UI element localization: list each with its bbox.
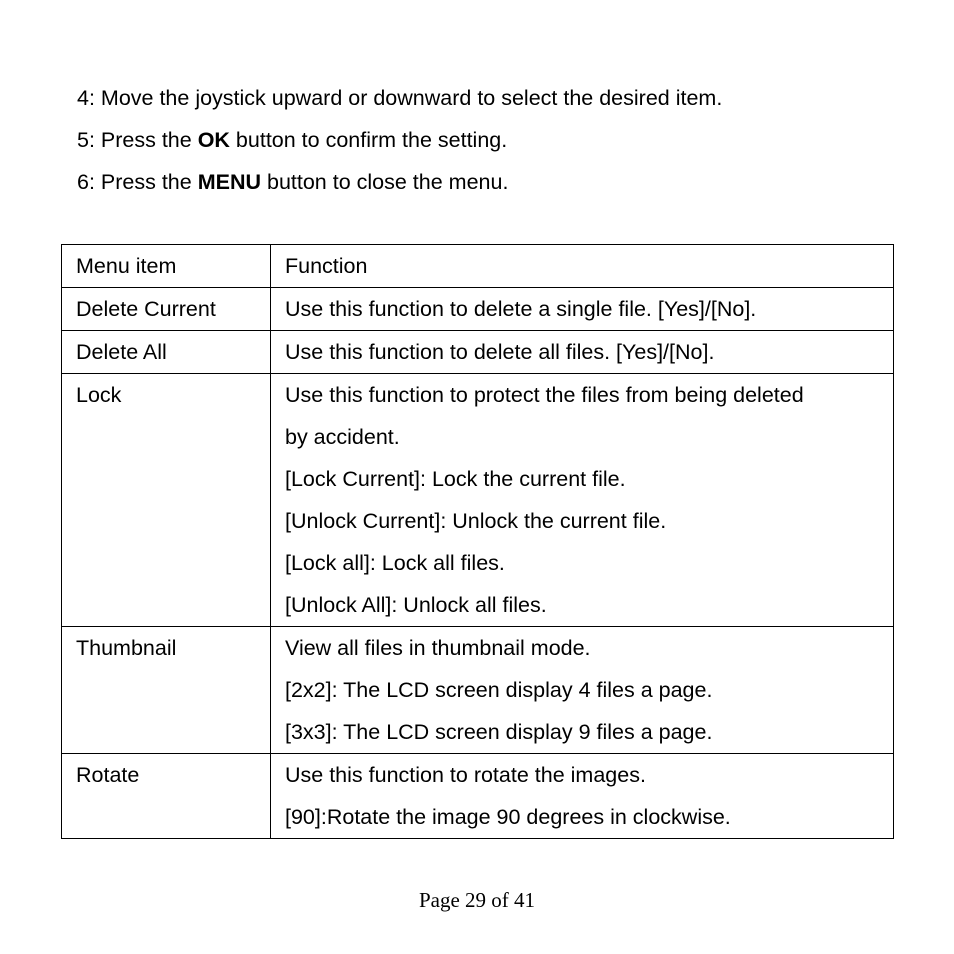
menu-item-cell [62, 374, 271, 627]
menu-function-table [61, 244, 894, 839]
step-6-text-after: button to close the menu. [261, 170, 509, 194]
function-cell [271, 627, 894, 754]
step-5-text-after: button to confirm the setting. [229, 128, 508, 152]
instruction-steps [77, 84, 722, 210]
step-5 [77, 126, 722, 168]
function-description-line: Use this function to delete all files. [Yes]/[No]. [285, 340, 715, 364]
function-description-line: [Lock all]: Lock all files. [285, 551, 505, 575]
function-description-line: Use this function to delete a single file. [Yes]/[No]. [285, 297, 757, 321]
step-6-text-before: 6: Press the [77, 170, 198, 194]
table-row [62, 288, 894, 331]
header-menu-item-label: Menu item [76, 254, 177, 278]
table-row [62, 627, 894, 754]
menu-item-cell [62, 627, 271, 754]
function-cell [271, 288, 894, 331]
step-5-text-before: 5: Press the [77, 128, 198, 152]
step-6 [77, 168, 722, 210]
function-description-line: [3x3]: The LCD screen display 9 files a page. [285, 720, 713, 744]
table-row [62, 374, 894, 627]
function-description-line: Use this function to rotate the images. [285, 763, 646, 787]
header-menu-item [62, 245, 271, 288]
function-description-line: Use this function to protect the files from being deleted [285, 383, 804, 407]
function-description-line: [Unlock Current]: Unlock the current file. [285, 509, 667, 533]
function-description-line: View all files in thumbnail mode. [285, 636, 591, 660]
function-description-line: [90]:Rotate the image 90 degrees in clockwise. [285, 805, 731, 829]
function-cell [271, 331, 894, 374]
function-description-line: [Unlock All]: Unlock all files. [285, 593, 547, 617]
menu-item-name: Lock [76, 383, 122, 407]
step-4-text: 4: Move the joystick upward or downward to select the desired item. [77, 86, 723, 110]
menu-item-name: Thumbnail [76, 636, 177, 660]
menu-item-name: Delete All [76, 340, 167, 364]
menu-item-cell [62, 754, 271, 839]
function-cell [271, 374, 894, 627]
menu-item-name: Rotate [76, 763, 140, 787]
table-header-row [62, 245, 894, 288]
function-description-line: [2x2]: The LCD screen display 4 files a page. [285, 678, 713, 702]
header-function-label: Function [285, 254, 368, 278]
page-number: Page 29 of 41 [418, 888, 536, 912]
function-description-line: by accident. [285, 425, 400, 449]
step-4 [77, 84, 722, 126]
menu-button-name: MENU [197, 170, 262, 194]
menu-item-cell [62, 288, 271, 331]
table-row [62, 754, 894, 839]
ok-button-name: OK [197, 128, 230, 152]
function-cell [271, 754, 894, 839]
menu-item-name: Delete Current [76, 297, 216, 321]
menu-item-cell [62, 331, 271, 374]
table-row [62, 331, 894, 374]
header-function [271, 245, 894, 288]
function-description-line: [Lock Current]: Lock the current file. [285, 467, 626, 491]
